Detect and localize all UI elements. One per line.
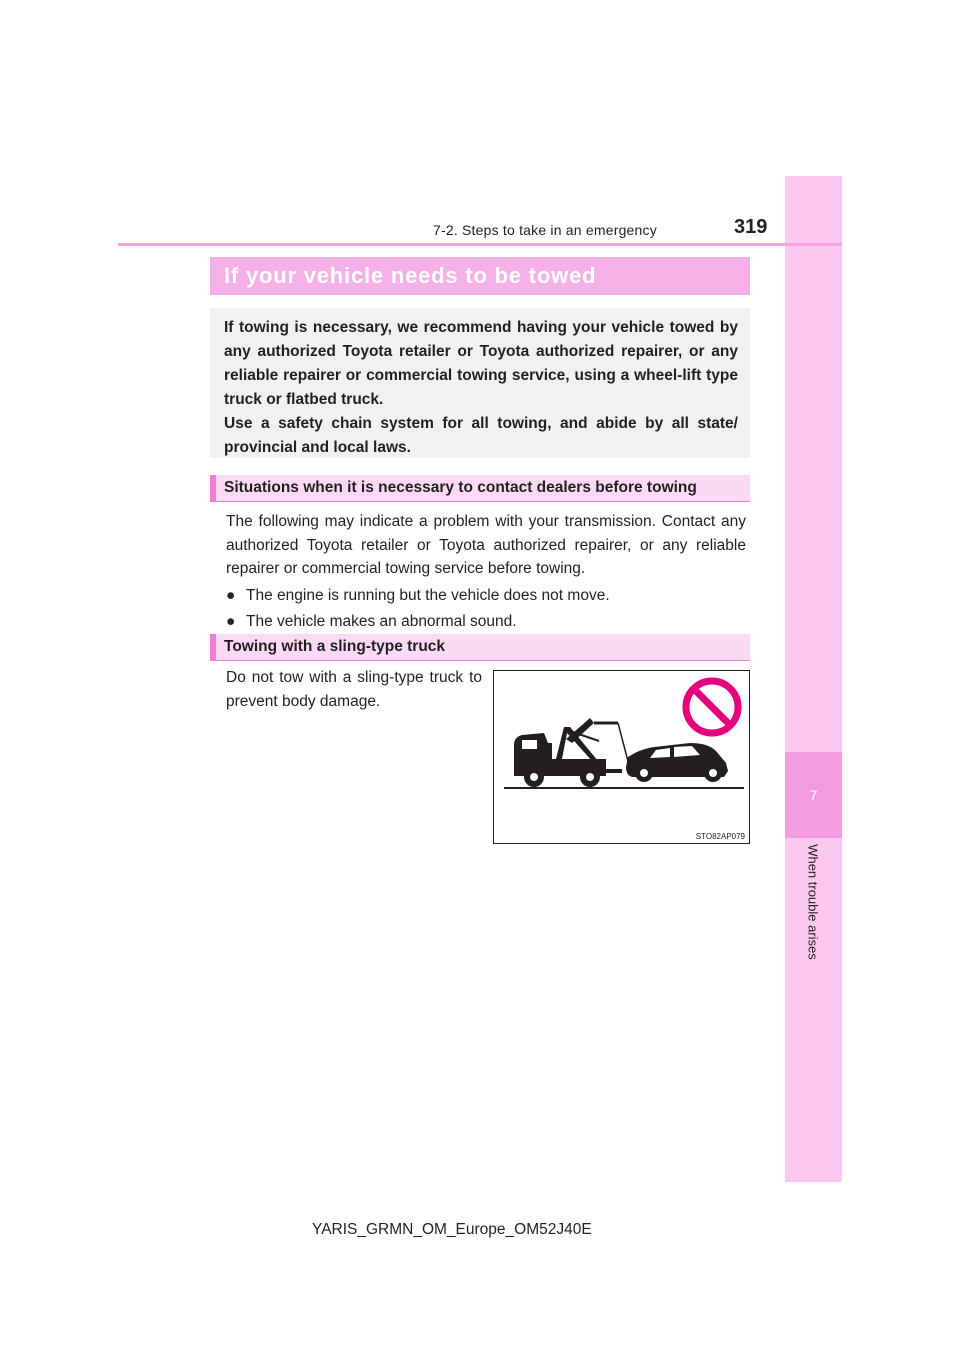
section-body-dealer-contact (226, 510, 746, 634)
figure-code: STO82AP079 (695, 832, 745, 841)
chapter-number: 7 (809, 787, 818, 803)
page-title: If your vehicle needs to be towed (224, 263, 597, 288)
list-item (226, 584, 746, 608)
list-item (226, 610, 746, 634)
tow-truck-icon (514, 718, 629, 787)
bullet-icon: ● (226, 586, 236, 604)
section-heading-text: Situations when it is necessary to contact dealers before towing (224, 479, 697, 496)
header-divider (118, 243, 842, 246)
towed-car-icon (626, 743, 728, 782)
page-number: 319 (734, 216, 768, 238)
chapter-side-tab (785, 176, 842, 1182)
section-heading-sling-truck (210, 634, 750, 661)
bullet-text: The engine is running but the vehicle does not move. (246, 586, 610, 604)
section-heading-text: Towing with a sling-type truck (224, 638, 446, 655)
main-title-bar (210, 257, 750, 295)
intro-box (210, 308, 750, 458)
bullet-icon: ● (226, 613, 236, 630)
prohibition-icon (686, 681, 738, 733)
sling-truck-illustration (493, 670, 750, 844)
section-paragraph: The following may indicate a problem with your transmission. Contact any authorized Toyota retailer or Toyota authorized repairer, or any reliable repairer or commercial towing service before towing. (226, 513, 746, 577)
sling-truck-note: Do not tow with a sling-type truck to prevent body damage. (226, 669, 482, 710)
tow-truck-illustration (494, 671, 749, 843)
intro-paragraph: Use a safety chain system for all towing, and abide by all state/ provincial and local laws. (224, 415, 738, 456)
intro-paragraph: If towing is necessary, we recommend having your vehicle towed by any authorized Toyota retailer or Toyota authorized repairer, or any reliable repairer or commercial towing service, using a wheel-lift type truck or flatbed truck. (224, 319, 738, 408)
section-breadcrumb: 7-2. Steps to take in an emergency (433, 222, 657, 238)
chapter-title: When trouble arises (805, 844, 821, 960)
chapter-number-tab (785, 752, 842, 838)
bullet-text: The vehicle makes an abnormal sound. (246, 613, 517, 630)
document-id: YARIS_GRMN_OM_Europe_OM52J40E (312, 1221, 592, 1238)
section-heading-dealer-contact (210, 475, 750, 502)
